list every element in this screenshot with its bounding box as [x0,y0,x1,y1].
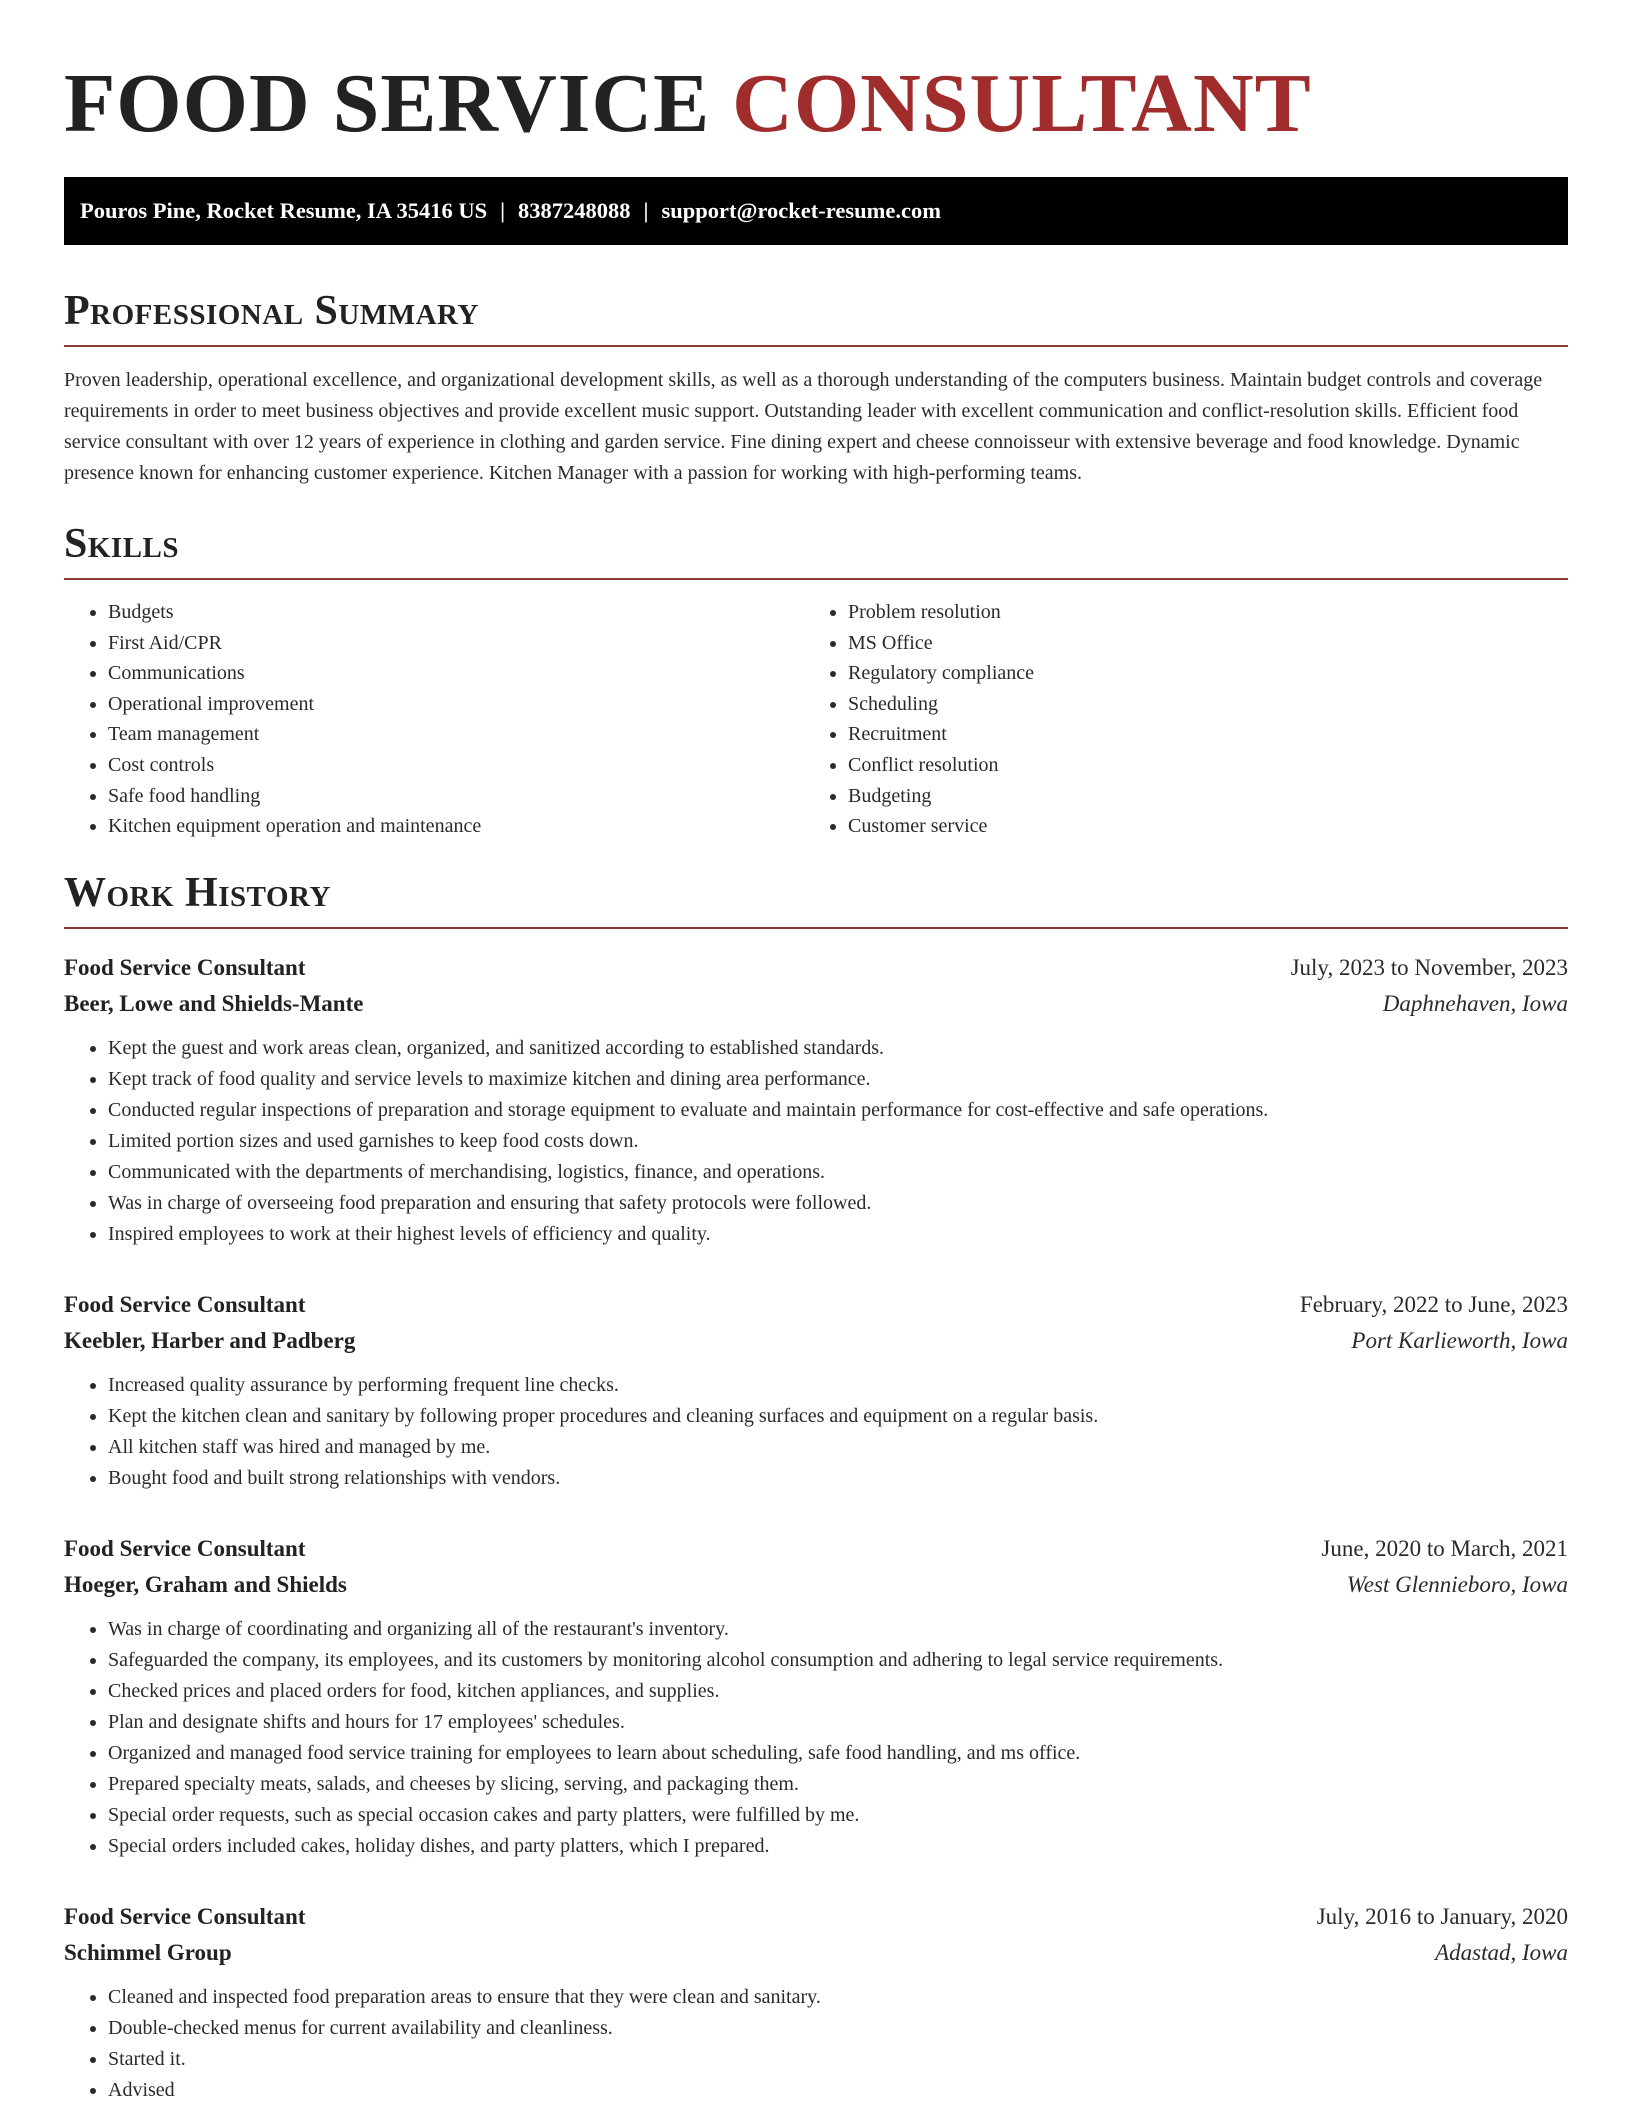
summary-heading: Professional Summary [64,285,1568,347]
job-bullet: • Started it. [108,2044,1568,2075]
contact-bar [64,177,1568,245]
skill-item: • Regulatory compliance [848,658,1544,689]
skill-item: • Budgeting [848,781,1544,812]
work-history-section [64,867,1568,2106]
job-bullet: • Kept the guest and work areas clean, organized, and sanitized according to established standards. [108,1033,1568,1064]
skill-item: • Communications [108,658,804,689]
skills-column-left [64,597,804,842]
skill-item: • First Aid/CPR [108,628,804,659]
skill-item: • Scheduling [848,689,1544,720]
job-bullet: • Special order requests, such as special occasion cakes and party platters, were fulfilled by me. [108,1800,1568,1831]
summary-section [64,285,1568,489]
job-bullet: • Advised [108,2075,1568,2106]
job-title: Food Service Consultant [64,1535,306,1561]
job-entry [64,1287,1568,1494]
job-dates: July, 2023 to November, 2023 [1290,954,1568,980]
job-location: West Glennieboro, Iowa [1346,1571,1568,1597]
job-company: Keebler, Harber and Padberg [64,1327,356,1353]
job-bullet: • Special orders included cakes, holiday dishes, and party platters, which I prepared. [108,1831,1568,1862]
job-company: Hoeger, Graham and Shields [64,1571,347,1597]
skill-item: • Budgets [108,597,804,628]
skill-item: • Safe food handling [108,781,804,812]
skill-item: • Team management [108,719,804,750]
job-bullet: • Safeguarded the company, its employees, and its customers by monitoring alcohol consumption and adhering to legal service requirements. [108,1645,1568,1676]
job-bullet: • Limited portion sizes and used garnishes to keep food costs down. [108,1126,1568,1157]
skill-item: • MS Office [848,628,1544,659]
skill-item: • Customer service [848,811,1544,842]
job-header-row [64,1287,1568,1323]
job-location: Port Karlieworth, Iowa [1351,1327,1568,1353]
job-title: Food Service Consultant [64,1291,306,1317]
skills-column-right [804,597,1544,842]
job-bullet: • Kept track of food quality and service levels to maximize kitchen and dining area performance. [108,1064,1568,1095]
job-location: Adastad, Iowa [1435,1939,1568,1965]
job-entry [64,1531,1568,1862]
job-company-row [64,986,1568,1022]
job-bullet: • Plan and designate shifts and hours for 17 employees' schedules. [108,1707,1568,1738]
job-bullet: • Increased quality assurance by performing frequent line checks. [108,1370,1568,1401]
work-history-heading: Work History [64,867,1568,929]
job-bullet: • Prepared specialty meats, salads, and cheeses by slicing, serving, and packaging them. [108,1769,1568,1800]
job-bullets [64,1033,1568,1250]
job-bullet: • Was in charge of coordinating and organizing all of the restaurant's inventory. [108,1614,1568,1645]
job-entry [64,1899,1568,2106]
job-bullet: • All kitchen staff was hired and managed by me. [108,1432,1568,1463]
job-dates: June, 2020 to March, 2021 [1321,1535,1568,1561]
job-bullet: • Checked prices and placed orders for food, kitchen appliances, and supplies. [108,1676,1568,1707]
page-title [64,0,1568,150]
job-bullet: • Was in charge of overseeing food preparation and ensuring that safety protocols were followed. [108,1188,1568,1219]
job-dates: July, 2016 to January, 2020 [1316,1903,1568,1929]
contact-email: support@rocket-resume.com [661,198,941,223]
summary-text: Proven leadership, operational excellence, and organizational development skills, as well as a thorough understanding of the computers business. Maintain budget controls and coverage requirements in order to meet business objectives and provide excellent music support. Outstanding leader with excellent communication and conflict-resolution skills. Efficient food service consultant with over 12 years of experience in clothing and garden service. Fine dining expert and cheese connoisseur with extensive beverage and food knowledge. Dynamic presence known for enhancing customer experience. Kitchen Manager with a passion for working with high-performing teams. [64,369,1543,484]
job-bullet: • Conducted regular inspections of preparation and storage equipment to evaluate and maintain performance for cost-effective and safe operations. [108,1095,1568,1126]
skill-item: • Problem resolution [848,597,1544,628]
job-company: Beer, Lowe and Shields-Mante [64,990,364,1016]
skill-item: • Kitchen equipment operation and maintenance [108,811,804,842]
skills-section [64,518,1568,842]
job-bullet: • Kept the kitchen clean and sanitary by following proper procedures and cleaning surfaces and equipment on a regular basis. [108,1401,1568,1432]
resume-page [64,0,1568,2106]
job-company-row [64,1935,1568,1971]
contact-address: Pouros Pine, Rocket Resume, IA 35416 US [80,198,488,223]
job-title: Food Service Consultant [64,1903,306,1929]
title-main: FOOD SERVICE [64,57,711,150]
job-bullets [64,1982,1568,2106]
job-bullet: • Double-checked menus for current availability and cleanliness. [108,2013,1568,2044]
skills-list [64,597,1568,842]
job-entry [64,950,1568,1250]
job-bullets [64,1370,1568,1494]
job-bullet: • Communicated with the departments of merchandising, logistics, finance, and operations. [108,1157,1568,1188]
job-header-row [64,1531,1568,1567]
job-company-row [64,1323,1568,1359]
job-bullets [64,1614,1568,1862]
job-bullet: • Bought food and built strong relationships with vendors. [108,1463,1568,1494]
job-company: Schimmel Group [64,1939,232,1965]
job-bullet: • Cleaned and inspected food preparation areas to ensure that they were clean and sanitary. [108,1982,1568,2013]
contact-phone: 8387248088 [518,198,631,223]
job-title: Food Service Consultant [64,954,306,980]
skill-item: • Operational improvement [108,689,804,720]
skill-item: • Recruitment [848,719,1544,750]
job-bullet: • Inspired employees to work at their highest levels of efficiency and quality. [108,1219,1568,1250]
title-accent: CONSULTANT [732,57,1312,150]
job-dates: February, 2022 to June, 2023 [1299,1291,1568,1317]
skill-item: • Conflict resolution [848,750,1544,781]
job-location: Daphnehaven, Iowa [1382,990,1568,1016]
contact-separator: | [500,198,506,223]
job-header-row [64,1899,1568,1935]
contact-separator: | [643,198,649,223]
job-company-row [64,1567,1568,1603]
skill-item: • Cost controls [108,750,804,781]
skills-heading: Skills [64,518,1568,580]
job-header-row [64,950,1568,986]
job-bullet: • Organized and managed food service training for employees to learn about scheduling, safe food handling, and ms office. [108,1738,1568,1769]
